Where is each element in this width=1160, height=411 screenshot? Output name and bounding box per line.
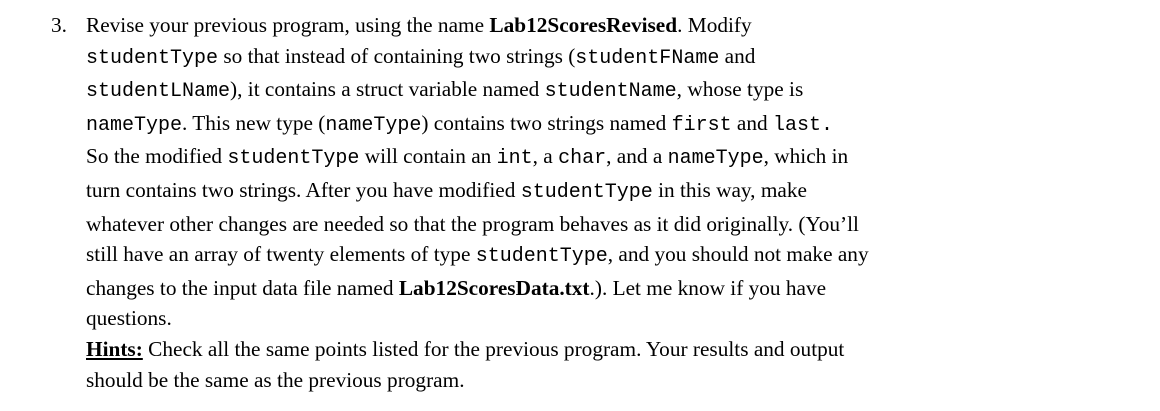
text-line [86, 239, 1126, 273]
text-segment: ), it contains a struct variable named [230, 77, 545, 102]
code-term: char [558, 147, 607, 171]
text-segment: still have an array of twenty elements of type [86, 242, 476, 267]
text-segment: questions. [86, 306, 172, 331]
text-segment: Revise your previous program, using the name [86, 13, 490, 37]
text-line [86, 303, 1126, 334]
code-term: nameType [86, 113, 183, 137]
text-line [86, 41, 1126, 75]
text-segment: . Modify [677, 13, 752, 37]
text-line [86, 209, 1126, 240]
text-segment: , which in [763, 144, 849, 169]
text-segment: whatever other changes are needed so that the program behaves as it did originally. (You’ll [86, 211, 859, 236]
text-segment: turn contains two strings. After you have modified [86, 177, 521, 202]
text-line [86, 74, 1126, 108]
text-segment: , and you should not make any [607, 242, 869, 267]
text-segment: in this way, make [652, 177, 807, 202]
text-segment: Hints: [86, 336, 143, 361]
text-segment: and [731, 110, 773, 135]
text-segment: and [719, 43, 756, 68]
text-segment: ) contains two strings named [421, 110, 672, 135]
text-line [86, 108, 1126, 142]
code-term: studentName [544, 80, 677, 104]
text-segment: Lab12ScoresRevised [489, 13, 678, 37]
text-line [86, 141, 1126, 175]
code-term: studentType [520, 180, 653, 204]
code-term: first [671, 113, 732, 137]
text-segment: So the modified [86, 144, 228, 169]
text-line [86, 10, 1126, 41]
code-term: studentType [86, 46, 219, 70]
text-line [86, 365, 1126, 396]
text-segment: should be the same as the previous program. [86, 367, 465, 392]
code-term: studentLName [86, 80, 231, 104]
text-segment: , a [532, 144, 559, 169]
code-term: studentType [227, 147, 360, 171]
list-item-number: 3. [51, 13, 67, 37]
text-line [86, 175, 1126, 209]
text-segment: so that instead of containing two strings ( [218, 43, 576, 68]
text-line [86, 334, 1126, 365]
code-term: studentFName [575, 46, 720, 70]
text-segment: changes to the input data file named [86, 275, 399, 300]
text-segment: Check all the same points listed for the previous program. Your results and output [142, 336, 845, 361]
text-line [86, 273, 1126, 304]
text-segment: Lab12ScoresData.txt [398, 275, 590, 300]
text-segment: , and a [606, 144, 668, 169]
text-segment: . This new type ( [182, 110, 326, 135]
code-term: nameType [667, 147, 764, 171]
code-term: studentType [475, 245, 608, 269]
text-segment: , whose type is [676, 77, 804, 102]
code-term: last. [773, 113, 834, 137]
code-term: int [496, 147, 533, 171]
text-segment: .). Let me know if you have [589, 275, 827, 300]
code-term: nameType [325, 113, 422, 137]
text-segment: will contain an [359, 144, 497, 169]
instruction-text [86, 10, 1126, 395]
